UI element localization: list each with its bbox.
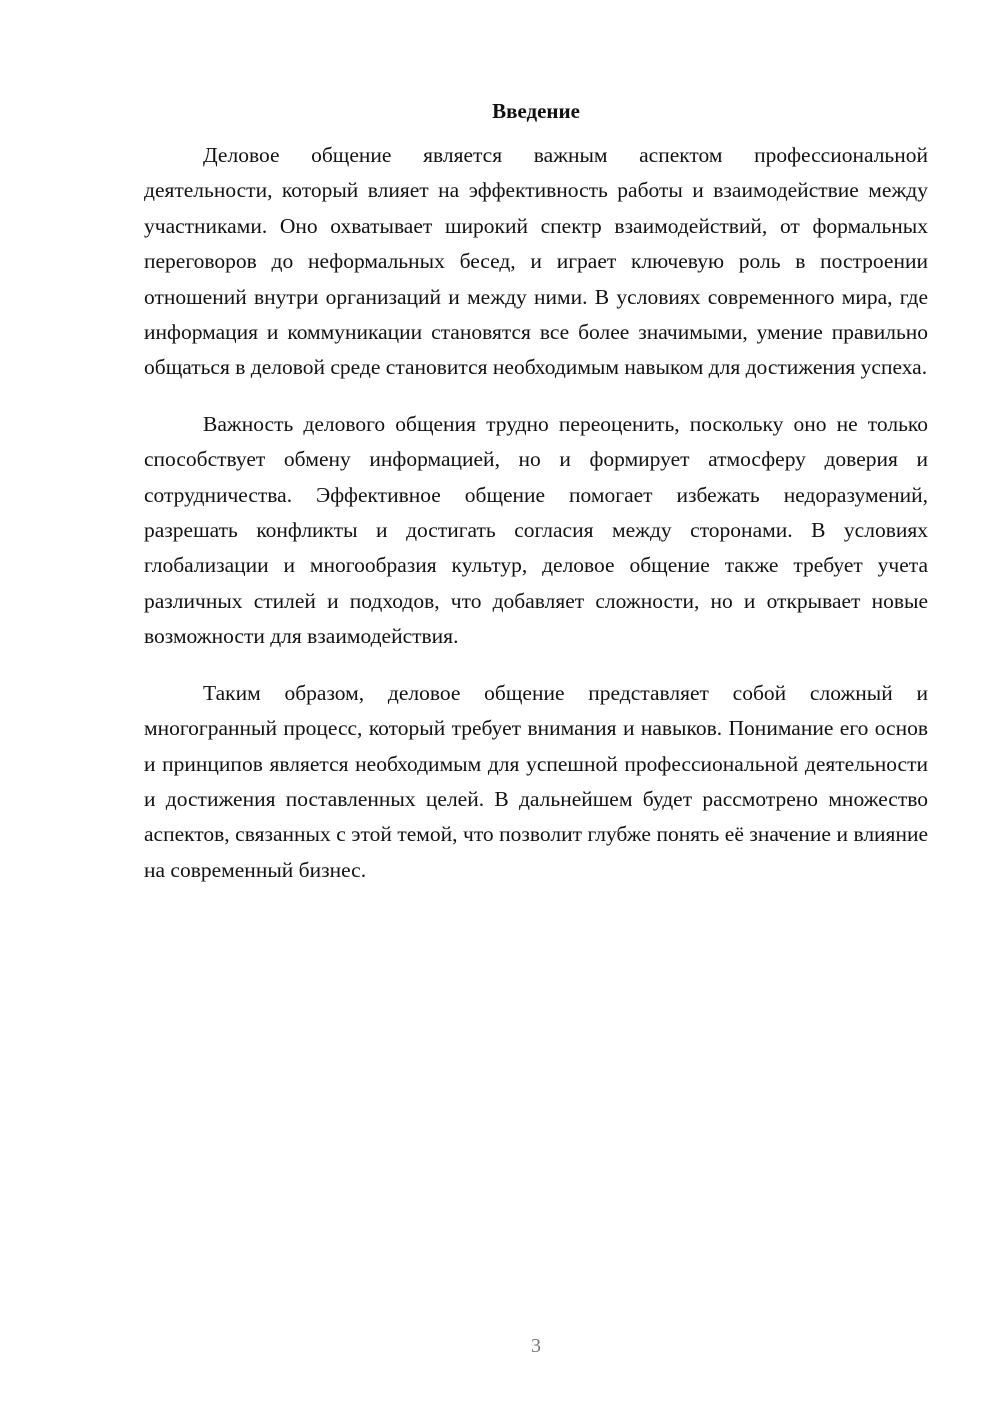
page-content	[144, 96, 928, 909]
paragraph-2: Важность делового общения трудно переоценить, поскольку оно не только способствует обмену информацией, но и формирует атмосферу доверия и сотрудничества. Эффективное общение помогает избежать недоразумений, разрешать конфликты и достигать согласия между сторонами. В условиях глобализации и многообразия культур, деловое общение также требует учета различных стилей и подходов, что добавляет сложности, но и открывает новые возможности для взаимодействия.	[144, 411, 928, 649]
paragraph-1: Деловое общение является важным аспектом профессиональной деятельности, который влияет на эффективность работы и взаимодействие между участниками. Оно охватывает широкий спектр взаимодействий, от формальных переговоров до неформальных бесед, и играет ключевую роль в построении отношений внутри организаций и между ними. В условиях современного мира, где информация и коммуникации становятся все более значимыми, умение правильно общаться в деловой среде становится необходимым навыком для достижения успеха.	[144, 143, 928, 380]
section-heading: Введение	[492, 99, 580, 123]
paragraph-3: Таким образом, деловое общение представляет собой сложный и многогранный процесс, который требует внимания и навыков. Понимание его основ и принципов является необходимым для успешной профессиональной деятельности и достижения поставленных целей. В дальнейшем будет рассмотрено множество аспектов, связанных с этой темой, что позволит глубже понять её значение и влияние на современный бизнес.	[144, 680, 928, 882]
page-number: 3	[531, 1335, 541, 1357]
